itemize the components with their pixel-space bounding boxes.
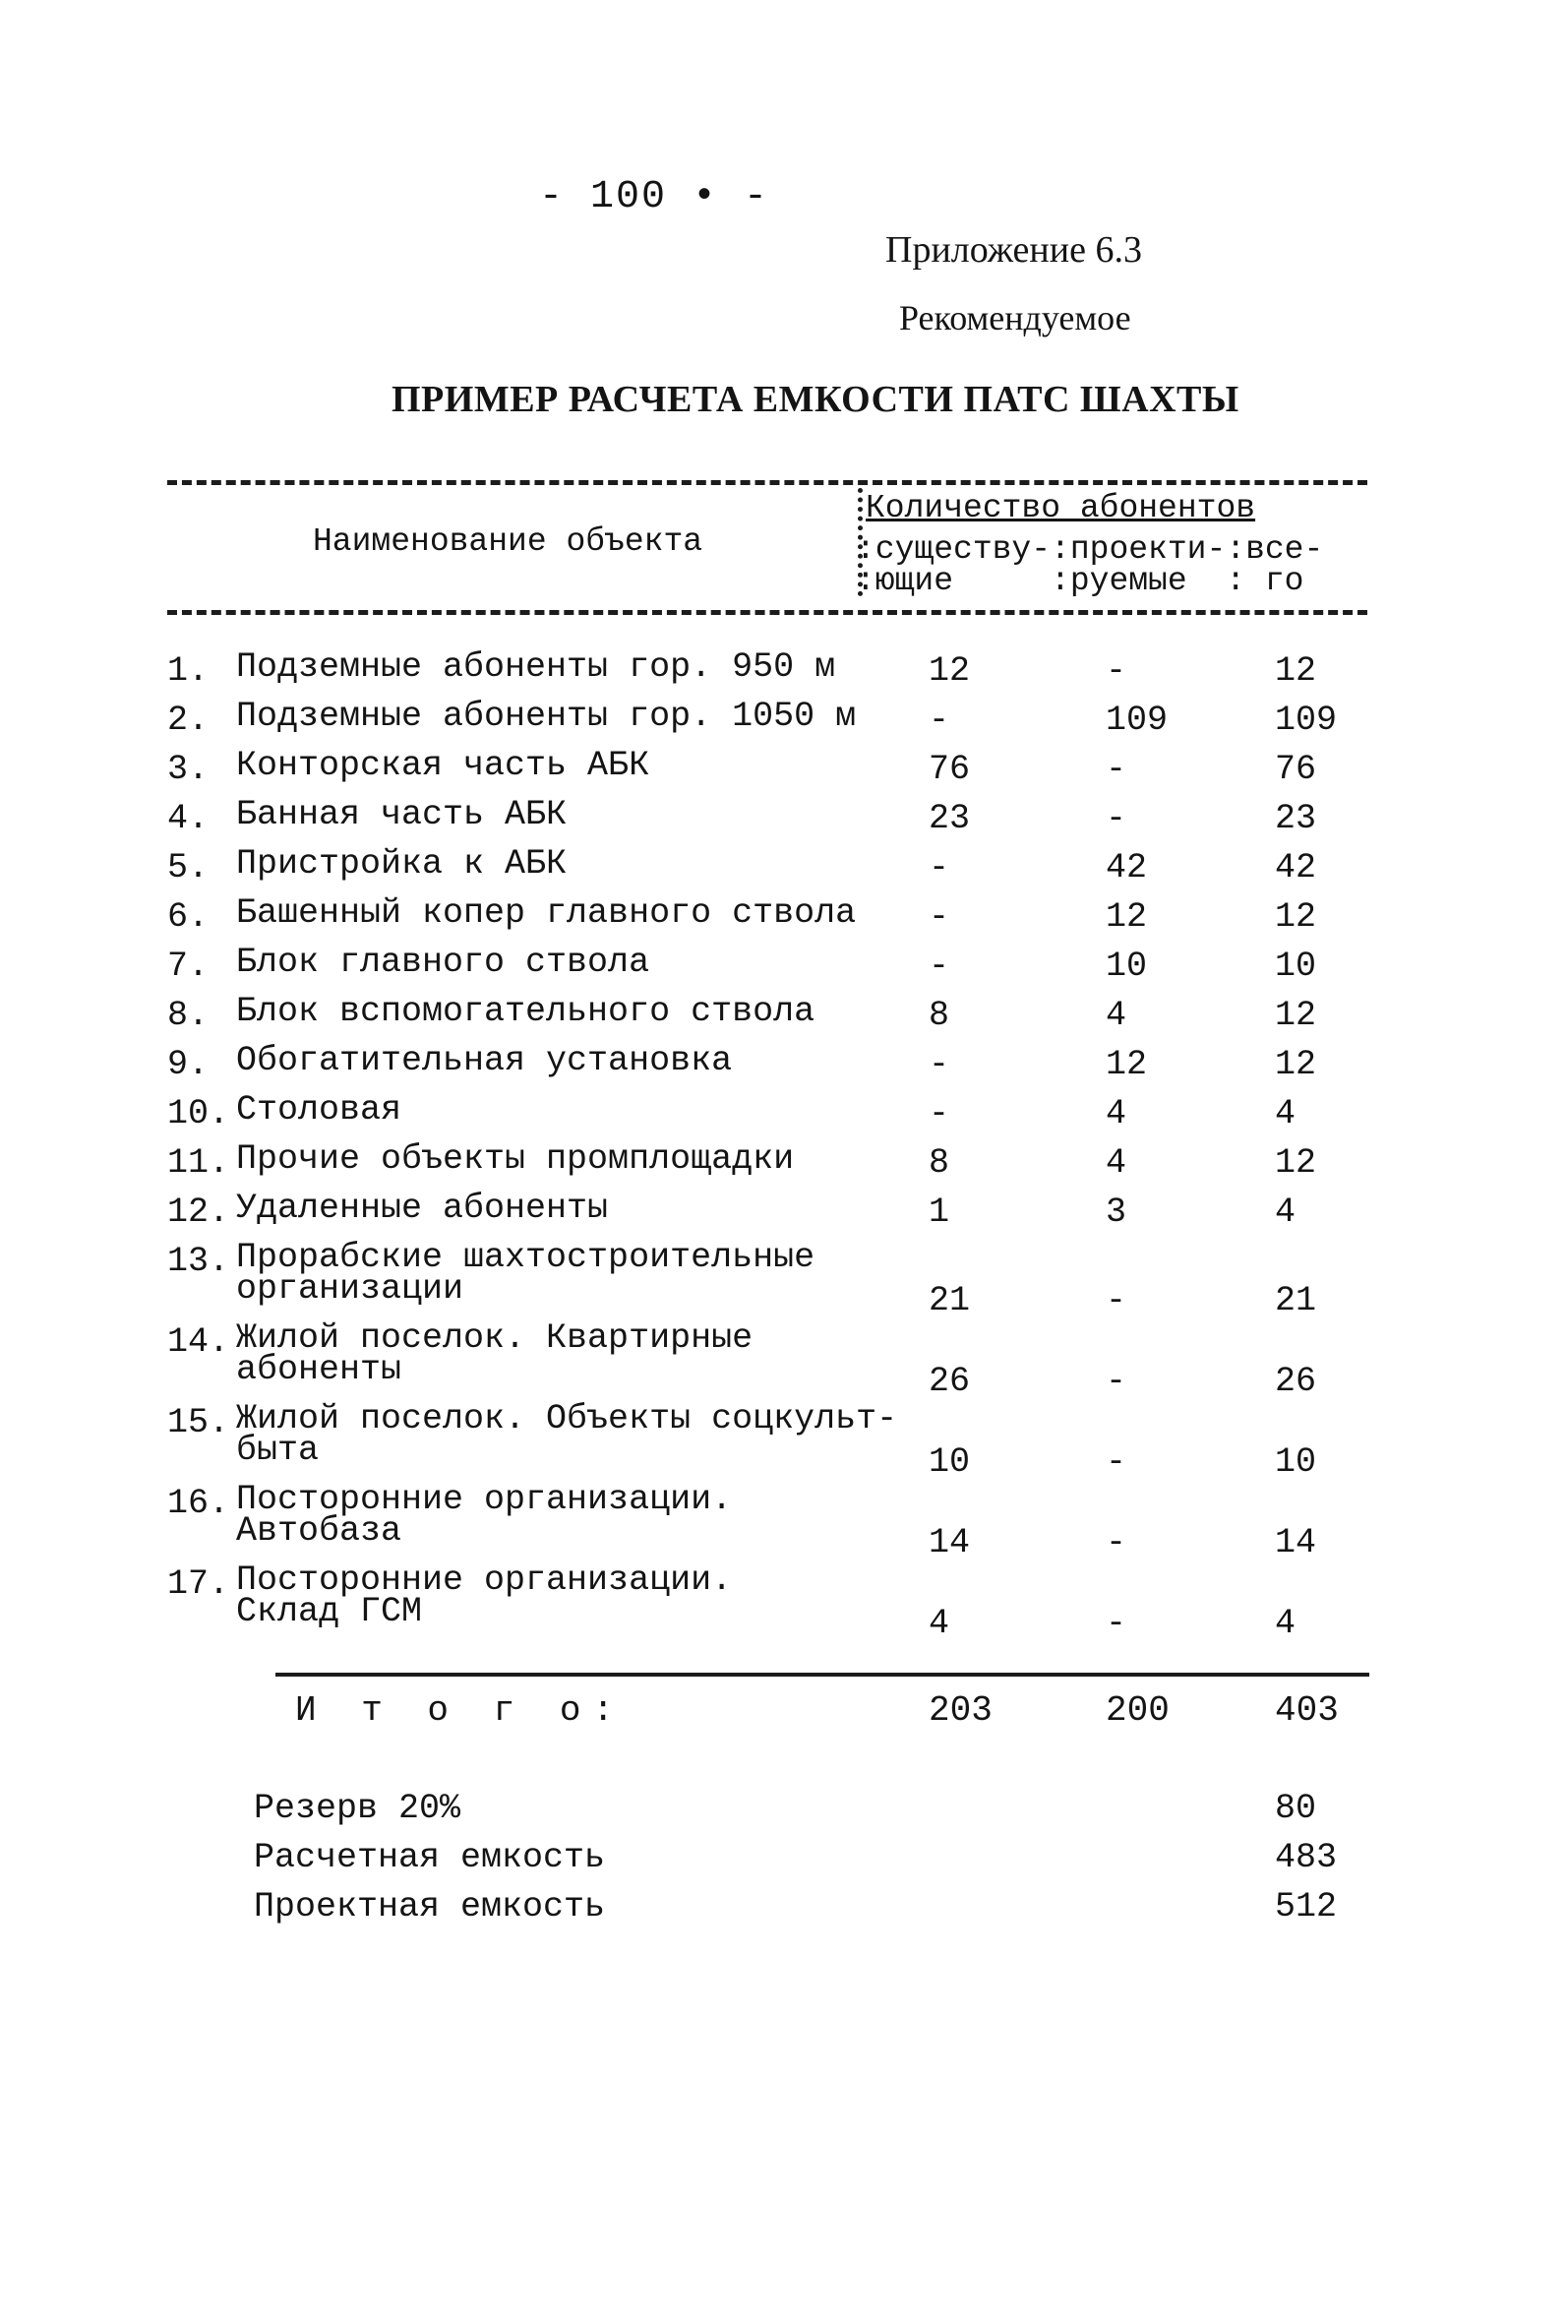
row-number: 9. [167, 1045, 210, 1084]
row-existing-count: 76 [929, 750, 971, 789]
row-existing-count: - [929, 897, 950, 937]
document-status: Рекомендуемое [899, 298, 1131, 337]
row-total-count: 109 [1275, 701, 1338, 740]
row-object-name: Подземные абоненты гор. 1050 м [236, 697, 857, 736]
appendix-label: Приложение 6.3 [885, 229, 1142, 271]
row-existing-count: 21 [929, 1281, 971, 1320]
row-projected-count: 12 [1106, 1045, 1148, 1084]
row-projected-count: - [1106, 1442, 1127, 1482]
row-projected-count: 4 [1106, 1094, 1127, 1133]
row-existing-count: 4 [929, 1604, 950, 1643]
row-total-count: 12 [1275, 897, 1317, 937]
row-projected-count: - [1106, 1523, 1127, 1562]
row-object-name: Посторонние организации. Склад ГСМ [236, 1560, 733, 1631]
row-number: 13. [167, 1242, 230, 1281]
row-object-name: Обогатительная установка [236, 1041, 733, 1080]
row-projected-count: - [1106, 1604, 1127, 1643]
summary-calculated-label: Расчетная емкость [254, 1838, 606, 1877]
row-object-name: Прорабские шахтостроительные организации [236, 1238, 815, 1309]
row-projected-count: 4 [1106, 1143, 1127, 1183]
row-object-name: Удаленные абоненты [236, 1189, 609, 1228]
header-object-name: Наименование объекта [313, 523, 703, 560]
row-number: 1. [167, 651, 210, 691]
total-existing: 203 [929, 1690, 993, 1731]
total-projected: 200 [1106, 1690, 1170, 1731]
row-existing-count: 26 [929, 1362, 971, 1401]
row-existing-count: - [929, 947, 950, 986]
row-number: 12. [167, 1193, 230, 1232]
row-existing-count: 1 [929, 1193, 950, 1232]
row-number: 10. [167, 1094, 230, 1133]
row-number: 3. [167, 750, 210, 789]
row-existing-count: 12 [929, 651, 971, 691]
row-total-count: 14 [1275, 1523, 1317, 1562]
row-number: 2. [167, 701, 210, 740]
row-total-count: 4 [1275, 1604, 1297, 1643]
row-projected-count: 4 [1106, 996, 1127, 1035]
summary-calculated-value: 483 [1275, 1838, 1338, 1877]
row-object-name: Прочие объекты промплощадки [236, 1139, 795, 1179]
row-number: 17. [167, 1564, 230, 1604]
row-existing-count: - [929, 1094, 950, 1133]
summary-design-label: Проектная емкость [254, 1887, 606, 1926]
row-total-count: 4 [1275, 1094, 1297, 1133]
row-total-count: 23 [1275, 799, 1317, 838]
row-existing-count: - [929, 701, 950, 740]
row-total-count: 12 [1275, 651, 1317, 691]
document-title: ПРИМЕР РАСЧЕТА ЕМКОСТИ ПАТС ШАХТЫ [392, 379, 1239, 420]
page-number: - 100 • - [539, 175, 770, 219]
row-projected-count: - [1106, 651, 1127, 691]
header-subscriber-count: Количество абонентов [866, 490, 1256, 526]
row-object-name: Жилой поселок. Объекты соцкульт- быта [236, 1399, 898, 1470]
header-subcolumns-line2: :ющие :руемые : го [856, 563, 1304, 599]
row-object-name: Посторонние организации. Автобаза [236, 1480, 733, 1551]
row-number: 6. [167, 897, 210, 937]
total-rule [275, 1673, 1369, 1677]
row-object-name: Блок главного ствола [236, 943, 650, 982]
row-existing-count: - [929, 848, 950, 887]
table-header-rule [167, 610, 1367, 615]
row-existing-count: 8 [929, 996, 950, 1035]
row-total-count: 42 [1275, 848, 1317, 887]
row-projected-count: - [1106, 750, 1127, 789]
row-projected-count: 10 [1106, 947, 1148, 986]
row-number: 7. [167, 947, 210, 986]
row-object-name: Конторская часть АБК [236, 746, 650, 785]
row-object-name: Подземные абоненты гор. 950 м [236, 647, 836, 687]
row-total-count: 12 [1275, 996, 1317, 1035]
row-number: 16. [167, 1484, 230, 1523]
summary-reserve-label: Резерв 20% [254, 1789, 461, 1828]
row-existing-count: 10 [929, 1442, 971, 1482]
row-existing-count: 14 [929, 1523, 971, 1562]
row-total-count: 76 [1275, 750, 1317, 789]
row-total-count: 26 [1275, 1362, 1317, 1401]
row-total-count: 10 [1275, 1442, 1317, 1482]
row-object-name: Столовая [236, 1090, 402, 1130]
row-number: 11. [167, 1143, 230, 1183]
header-subcolumns-line1: :существу-:проекти-:все- [856, 531, 1324, 568]
total-label: И т о г о: [295, 1690, 627, 1731]
row-object-name: Блок вспомогательного ствола [236, 992, 815, 1031]
summary-design-value: 512 [1275, 1887, 1338, 1926]
row-number: 15. [167, 1403, 230, 1442]
row-existing-count: 8 [929, 1143, 950, 1183]
row-projected-count: 12 [1106, 897, 1148, 937]
row-total-count: 10 [1275, 947, 1317, 986]
row-object-name: Пристройка к АБК [236, 844, 568, 884]
row-total-count: 12 [1275, 1143, 1317, 1183]
row-object-name: Жилой поселок. Квартирные абоненты [236, 1318, 754, 1389]
row-projected-count: - [1106, 799, 1127, 838]
row-existing-count: - [929, 1045, 950, 1084]
row-number: 8. [167, 996, 210, 1035]
row-total-count: 4 [1275, 1193, 1297, 1232]
row-object-name: Банная часть АБК [236, 795, 568, 834]
row-total-count: 21 [1275, 1281, 1317, 1320]
total-all: 403 [1275, 1690, 1339, 1731]
row-projected-count: - [1106, 1362, 1127, 1401]
row-projected-count: 109 [1106, 701, 1169, 740]
row-projected-count: 42 [1106, 848, 1148, 887]
row-total-count: 12 [1275, 1045, 1317, 1084]
row-projected-count: 3 [1106, 1193, 1127, 1232]
row-projected-count: - [1106, 1281, 1127, 1320]
row-number: 14. [167, 1322, 230, 1362]
table-top-rule [167, 480, 1367, 485]
row-number: 5. [167, 848, 210, 887]
summary-reserve-value: 80 [1275, 1789, 1317, 1828]
row-object-name: Башенный копер главного ствола [236, 893, 857, 933]
row-number: 4. [167, 799, 210, 838]
row-existing-count: 23 [929, 799, 971, 838]
